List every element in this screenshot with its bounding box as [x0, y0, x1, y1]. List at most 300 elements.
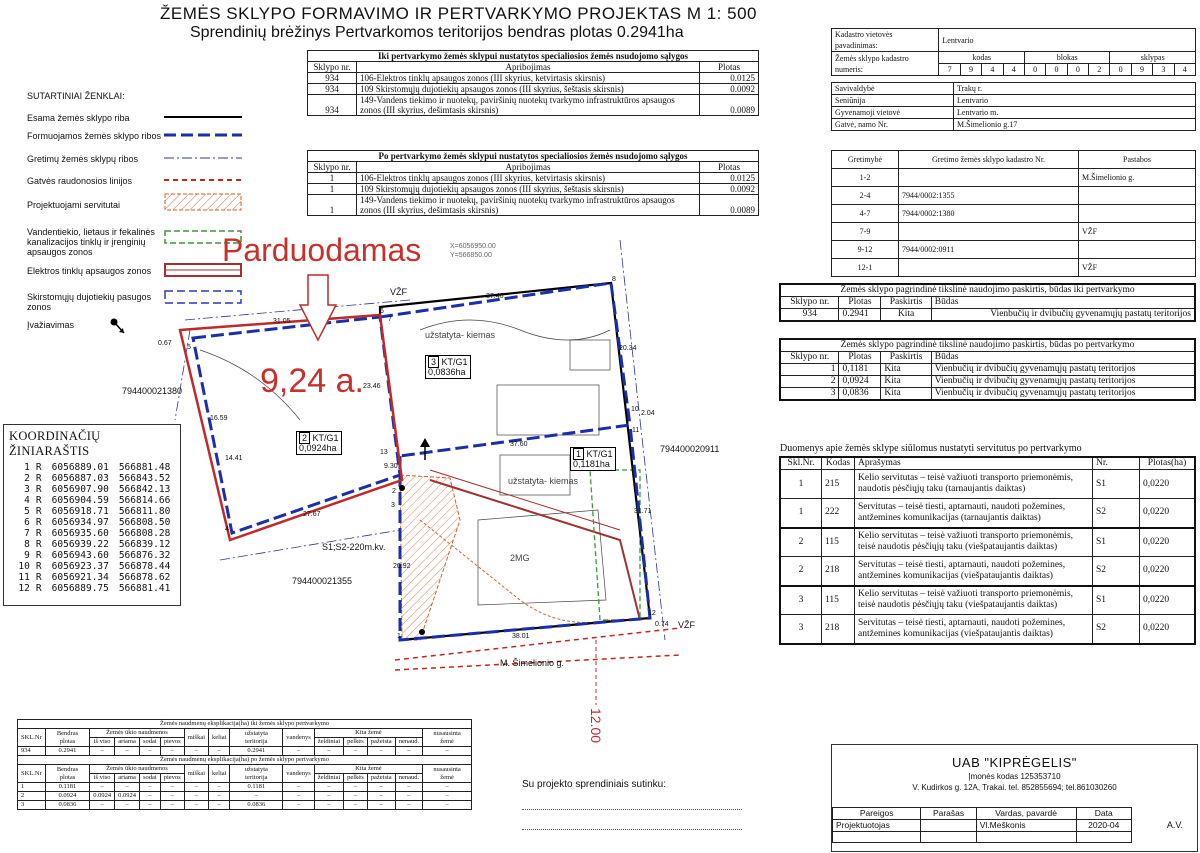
cell: 215	[822, 470, 855, 499]
dimension-label: 0.67	[158, 340, 172, 347]
cell: 0,0836	[839, 388, 881, 401]
legend-label: Gatvės raudonosios linijos	[27, 176, 133, 186]
lot3-boundary	[380, 283, 630, 456]
col-header: želdiniai	[314, 738, 343, 747]
neighbor-left-label: 794400021380	[122, 386, 183, 396]
col-header: Kita žemė	[314, 729, 422, 738]
table-row	[780, 470, 1195, 499]
col-header: ariama	[115, 774, 140, 783]
coordinate-cell: 6056887.03	[51, 473, 109, 484]
cell: S2	[1093, 557, 1140, 586]
cell: Gatvė, namo Nr.	[832, 119, 954, 131]
coordinate-cell: 5	[24, 506, 30, 517]
table-row	[780, 364, 1195, 376]
cadastre-location-label: Kadastro vietovės pavadinimas:	[832, 29, 939, 52]
cell: 1	[780, 499, 822, 528]
cell: S1	[1093, 528, 1140, 557]
cell: –	[344, 783, 368, 792]
cell: 0,0220	[1140, 615, 1196, 644]
col-header: Žemės ūkio naudmenos	[90, 765, 184, 774]
cell: 1	[308, 184, 357, 195]
legend-label: Elektros tinklų apsaugos zonos	[27, 266, 152, 276]
coordinate-cell: 11	[18, 572, 30, 583]
explication-after-title: Žemės naudmenų eksplikacija(ha) po žemės sklypo pertvarkymo	[18, 756, 472, 765]
col-header: pelkės	[344, 774, 368, 783]
col-header: želdiniai	[314, 774, 343, 783]
dimension-label: 2.04	[641, 410, 655, 417]
company-name: UAB "KIPRĖGELIS"	[952, 755, 1077, 770]
col-header: vandenys	[283, 729, 315, 747]
col-header: sodai	[139, 738, 160, 747]
cell: –	[184, 792, 208, 801]
point-label: 3	[391, 502, 395, 509]
col-header: Būdas	[931, 297, 1195, 309]
signatures-table	[832, 807, 1132, 843]
cell: 0.0836	[45, 801, 89, 810]
cell: M.Šimelionio g.	[1079, 169, 1196, 187]
cell: –	[160, 792, 184, 801]
cell: –	[90, 783, 115, 792]
cell: –	[395, 783, 422, 792]
cell: –	[283, 783, 315, 792]
cadastre-digit: 2	[1089, 64, 1110, 76]
cell: –	[139, 783, 160, 792]
point-label: 13	[380, 449, 388, 456]
dimension-label: 27.67	[303, 511, 321, 518]
for-sale-label: Parduodamas	[222, 232, 422, 268]
col-header: pievos	[160, 774, 184, 783]
cell: S2	[1093, 499, 1140, 528]
table-row	[308, 173, 759, 184]
coordinate-cell: R	[35, 550, 42, 561]
cadastre-digit: 9	[960, 64, 981, 76]
point-label: 5	[187, 344, 191, 351]
cell: –	[115, 747, 140, 756]
cell	[1076, 832, 1131, 843]
cell: Vienbučių ir dvibučių gyvenamųjų pastatų teritorijos	[931, 309, 1195, 322]
coordinate-cell: 6056889.01	[51, 462, 109, 473]
cell: 0.0924	[45, 792, 89, 801]
col-header: Bendras plotas	[45, 729, 89, 747]
coordinate-cell: 566876.32	[118, 550, 171, 561]
lot2-area: 0,0924ha	[299, 443, 337, 453]
coordinate-cell: 566811.80	[118, 506, 171, 517]
table-row	[780, 528, 1195, 557]
dimension-label: 38.01	[512, 633, 530, 640]
coordinate-cell: R	[35, 539, 42, 550]
lot2-box	[296, 431, 342, 455]
cell: Lentvario	[954, 95, 1196, 107]
col-header: Kita žemė	[314, 765, 422, 774]
cell: 2	[780, 528, 822, 557]
coordinate-cell: R	[35, 473, 42, 484]
coordinate-cell: 6056943.60	[51, 550, 109, 561]
col-header: nenaud.	[395, 738, 422, 747]
col-header: iš viso	[90, 738, 115, 747]
table-row	[780, 388, 1195, 401]
use-before-title: Žemės sklypo pagrindinė tikslinė naudojimo paskirtis, būdas iki pertvarkymo	[780, 284, 1195, 297]
coordinate-cell: 566808.28	[118, 528, 171, 539]
building-outline	[500, 455, 570, 495]
cell: Kelio servitutas – teisė važiuoti transporto priemonėmis, teisė naudotis pėsčiųjų taku (viešpataujantis daiktas)	[855, 586, 1093, 615]
cell: 115	[822, 586, 855, 615]
cell: 7944/0002:1355	[899, 187, 1079, 205]
for-sale-outline	[180, 315, 402, 540]
col-header: Nr.	[1093, 457, 1140, 470]
table-row	[832, 119, 1196, 131]
cell: S2	[1093, 615, 1140, 644]
cadastre-digit: 4	[1174, 64, 1195, 76]
group-label: kodas	[939, 52, 1025, 64]
table-row	[832, 169, 1196, 187]
cell: Kelio servitutas – teisė važiuoti transporto priemonėmis, teisė naudotis pėsčiųjų taku (viešpataujantis daiktas)	[855, 528, 1093, 557]
cell: 109 Skirstomųjų dujotiekių apsaugos zonos (III skyrius, šeštasis skirsnis)	[357, 184, 700, 195]
cell: 0.0836	[230, 801, 283, 810]
col-header: vandenys	[283, 765, 315, 783]
existing-boundary-symbol	[164, 113, 244, 121]
col-header: keliai	[209, 729, 230, 747]
point-label: 10	[631, 406, 639, 413]
dimension-label: 20.92	[393, 563, 411, 570]
yard-label: užstatyta- kiemas	[508, 476, 579, 486]
table-row	[308, 73, 759, 84]
cell: –	[115, 783, 140, 792]
building-label: 2MG	[510, 553, 530, 563]
coordinate-cell: R	[35, 572, 42, 583]
point-label: 6	[380, 308, 384, 315]
street-label: M. Šimelionio g.	[500, 658, 565, 668]
cadastre-digit: 7	[939, 64, 960, 76]
dimension-label: 23.46	[363, 383, 381, 390]
table-row	[832, 223, 1196, 241]
cell: 3	[18, 801, 46, 810]
coordinate-cell: 6056904.59	[51, 495, 109, 506]
cell: –	[314, 792, 343, 801]
col-header: pažeista	[367, 738, 395, 747]
cell: –	[283, 792, 315, 801]
dimension-label: 14.41	[225, 455, 243, 462]
cell: 2	[780, 376, 839, 388]
table-row	[18, 801, 472, 810]
cell: 0.2941	[230, 747, 283, 756]
cell: Vienbučių ir dvibučių gyvenamųjų pastatų teritorijos	[931, 376, 1195, 388]
cell: S1	[1093, 586, 1140, 615]
table-row	[18, 792, 472, 801]
legend-label: Vandentiekio, lietaus ir fekalinės kanalizacijos tinklų ir įrenginių apsaugos zonos	[27, 227, 155, 257]
cell: S1	[1093, 470, 1140, 499]
page-subtitle: Sprendinių brėžinys Pertvarkomos teritorijos bendras plotas 0.2941ha	[190, 24, 684, 41]
cell: Servitutas – teisė tiesti, aptarnauti, naudoti požemines, antžemines komunikacijas (viešpataujantis daiktas)	[855, 615, 1093, 644]
cell: 0.0089	[700, 195, 759, 216]
cell: –	[139, 801, 160, 810]
cell: 218	[822, 557, 855, 586]
col-header: Pastabos	[1079, 151, 1196, 169]
cell: 934	[780, 309, 839, 322]
coordinate-cell: 566814.66	[118, 495, 171, 506]
col-header: pievos	[160, 738, 184, 747]
table-row	[832, 83, 1196, 95]
coordinate-cell: 8	[24, 539, 30, 550]
col-header: Plotas	[700, 62, 759, 73]
lot3-id: 3	[428, 356, 439, 368]
electric-zone-line	[430, 480, 640, 620]
cell: –	[423, 792, 472, 801]
servitude-area	[400, 475, 460, 640]
cell: 3	[780, 615, 822, 644]
cell: 0.1181	[230, 783, 283, 792]
cell: 4-7	[832, 205, 899, 223]
cell: 0.0125	[700, 173, 759, 184]
col-header: nusausinta žemė	[423, 765, 472, 783]
driveway-icon	[108, 316, 128, 336]
cell: 0.0089	[700, 95, 759, 116]
col-header: Parašas	[921, 808, 976, 820]
table-row	[780, 499, 1195, 528]
col-header: Aprašymas	[855, 457, 1093, 470]
col-header: Plotas	[700, 162, 759, 173]
col-header: miškai	[184, 729, 208, 747]
cell: 222	[822, 499, 855, 528]
cell: 2-4	[832, 187, 899, 205]
table-row	[832, 259, 1196, 277]
conditions-after-title: Po pertvarkymo žemės sklypui nustatytos specialiosios žemės nsudojomo sąlygos	[308, 151, 759, 162]
cell	[976, 832, 1076, 843]
coordinate-cell: 2	[24, 473, 30, 484]
cell: –	[184, 747, 208, 756]
cell: 934	[18, 747, 46, 756]
cell	[899, 169, 1079, 187]
col-header: miškai	[184, 765, 208, 783]
col-header: Sklypo nr.	[308, 162, 357, 173]
coordinate-cell: 6056918.71	[51, 506, 109, 517]
vzf-bottom-label: VŽF	[678, 620, 695, 630]
cell: –	[314, 747, 343, 756]
lot2-code: KT/G1	[312, 433, 339, 443]
table-row	[780, 557, 1195, 586]
cell	[1079, 187, 1196, 205]
cell: –	[367, 747, 395, 756]
cell: –	[209, 792, 230, 801]
servitudes-title: Duomenys apie žemės sklype siūlomus nustatyti servitutus po pertvarkymo	[780, 443, 1082, 454]
col-header: nenaud.	[395, 774, 422, 783]
col-header: ariama	[115, 738, 140, 747]
legend-label: Projektuojami servitutai	[27, 200, 121, 210]
cell: 0,0220	[1140, 499, 1196, 528]
col-header: iš viso	[90, 774, 115, 783]
cell: 0,1181	[839, 364, 881, 376]
distance-label: 12.00	[588, 708, 604, 744]
coordinate-cell: R	[35, 495, 42, 506]
cell: –	[209, 747, 230, 756]
table-row	[832, 107, 1196, 119]
col-header: Apribojimas	[357, 162, 700, 173]
neighbors-table	[831, 150, 1196, 277]
cell	[833, 832, 921, 843]
cell: –	[344, 801, 368, 810]
cell: –	[209, 801, 230, 810]
cell: 7-9	[832, 223, 899, 241]
group-label: blokas	[1024, 52, 1110, 64]
cell: Servitutas – teisė tiesti, aptarnauti, naudoti požemines, antžemines komunikacijas (viešpataujantis daiktas)	[855, 557, 1093, 586]
col-header: SKL.Nr	[18, 729, 46, 747]
col-header: Apribojimas	[357, 62, 700, 73]
coordinate-cell: R	[35, 561, 42, 572]
date-cell: 2020-04	[1076, 820, 1131, 832]
cell: Vienbučių ir dvibučių gyvenamųjų pastatų teritorijos	[931, 388, 1195, 401]
cell: 0.1181	[45, 783, 89, 792]
table-row	[308, 195, 759, 216]
col-header: SKL.Nr	[18, 765, 46, 783]
cell: 3	[780, 586, 822, 615]
table-row	[308, 84, 759, 95]
cell: –	[209, 783, 230, 792]
gas-line-label: S1;S2-220m.kv.	[322, 542, 386, 552]
cell: 934	[308, 73, 357, 84]
cell: 0,0220	[1140, 528, 1196, 557]
cell	[1079, 205, 1196, 223]
cell: Savivaldybė	[832, 83, 954, 95]
cell: 0,0220	[1140, 557, 1196, 586]
cadastre-table	[831, 28, 1196, 76]
cell: –	[90, 801, 115, 810]
col-header: Paskirtis	[881, 352, 931, 364]
cell: 7944/0002:1380	[899, 205, 1079, 223]
col-header: Pareigos	[833, 808, 921, 820]
person-cell: Vl.Meškonis	[976, 820, 1076, 832]
cell: –	[314, 801, 343, 810]
col-header: Sklypo nr.	[780, 352, 839, 364]
cell: –	[395, 801, 422, 810]
table-row	[780, 376, 1195, 388]
cell: 9-12	[832, 241, 899, 259]
cell	[1079, 241, 1196, 259]
cell: –	[344, 792, 368, 801]
point-label: 9	[624, 397, 628, 404]
cell: –	[283, 747, 315, 756]
cadastre-location-value: Lentvario	[939, 29, 1196, 52]
role-cell: Projektuotojas	[833, 820, 921, 832]
cadastre-digit: 0	[1110, 64, 1131, 76]
lot3-code: KT/G1	[441, 357, 468, 367]
cell: Lentvario m.	[954, 107, 1196, 119]
cell	[899, 259, 1079, 277]
coordinate-cell: 10	[18, 561, 30, 572]
use-before-table	[779, 283, 1196, 322]
building-outline	[497, 385, 599, 435]
site-plan-map	[150, 230, 710, 710]
coordinate-cell: 566843.52	[118, 473, 171, 484]
col-header: Plotas(ha)	[1140, 457, 1196, 470]
cell: Kita	[881, 376, 931, 388]
cell: –	[115, 801, 140, 810]
dimension-label: 9.30	[384, 463, 398, 470]
dimension-label: 31.71	[634, 508, 652, 515]
coordinate-cell: 566808.50	[118, 517, 171, 528]
coordinate-cell: 6056935.60	[51, 528, 109, 539]
coordinate-cell: R	[35, 484, 42, 495]
table-row	[308, 95, 759, 116]
cell: –	[283, 801, 315, 810]
col-header: keliai	[209, 765, 230, 783]
cell: –	[139, 747, 160, 756]
cell: –	[314, 783, 343, 792]
legend-label: Gretimų žemės sklypų ribos	[27, 154, 139, 164]
lot1-area: 0,1181ha	[573, 459, 610, 469]
signature-cell	[921, 820, 976, 832]
cell: –	[139, 792, 160, 801]
cell: –	[160, 801, 184, 810]
coordinate-cell: 6056921.34	[51, 572, 109, 583]
cadastre-number-label: Žemės sklypo kadastro numeris:	[832, 52, 939, 76]
lot2-boundary	[193, 317, 400, 533]
cell: Gyvenamoji vietovė	[832, 107, 954, 119]
col-header: Žemės ūkio naudmenos	[90, 729, 184, 738]
col-header: Plotas	[839, 352, 881, 364]
explication-before-title: Žemės naudmenų eksplikacija(ha) iki žemės sklypo pertvarkymo	[18, 720, 472, 729]
cell: –	[367, 783, 395, 792]
cell: 0.0125	[700, 73, 759, 84]
title-block	[831, 744, 1198, 852]
cell: 1-2	[832, 169, 899, 187]
col-header: užstatyta teritorija	[230, 765, 283, 783]
dimension-label: 37.60	[510, 441, 528, 448]
cell: 2	[18, 792, 46, 801]
cell: –	[367, 792, 395, 801]
cell: Kelio servitutas – teisė važiuoti transporto priemonėmis, naudotis pėsčiųjų taku (tarnaujantis daiktas)	[855, 470, 1093, 499]
conditions-before-title: Iki pertvarkymo žemės sklypui nustatytos specialiosios žemės nsudojomo sąlygos	[308, 51, 759, 62]
col-header: Vardas, pavardė	[976, 808, 1076, 820]
point-label: 8	[612, 276, 616, 283]
coordinate-cell: 566878.62	[118, 572, 171, 583]
cell: 1	[18, 783, 46, 792]
yard-label: užstatyta- kiemas	[425, 330, 496, 340]
lot2-id: 2	[299, 432, 310, 444]
coordinate-cell: 7	[24, 528, 30, 539]
cadastre-digit: 0	[1024, 64, 1045, 76]
cell: –	[230, 792, 283, 801]
col-header: sodai	[139, 774, 160, 783]
col-header: Paskirtis	[881, 297, 931, 309]
lot1-box	[570, 447, 616, 471]
page-title: ŽEMĖS SKLYPO FORMAVIMO IR PERTVARKYMO PROJEKTAS M 1: 500	[160, 4, 757, 23]
coordinate-cell: R	[35, 583, 42, 594]
explication-table	[17, 719, 472, 810]
table-row	[832, 241, 1196, 259]
col-header: Plotas	[839, 297, 881, 309]
neighbor-right-label: 794400020911	[660, 444, 720, 454]
col-header: pelkės	[344, 738, 368, 747]
cell: –	[184, 801, 208, 810]
agreement-label: Su projekto sprendiniais sutinku:	[522, 779, 666, 790]
signature-line	[522, 809, 742, 810]
cell: 1	[780, 364, 839, 376]
point-label: 1	[397, 633, 401, 640]
cell: Kita	[881, 388, 931, 401]
cell: 3	[780, 388, 839, 401]
coordinate-cell: 4	[24, 495, 30, 506]
neighbor-bottom-label: 794400021355	[292, 576, 353, 586]
signature-line	[522, 829, 742, 830]
cell: –	[160, 783, 184, 792]
cell: 218	[822, 615, 855, 644]
dimension-label: 37.46	[486, 293, 504, 300]
coordinate-cell: 566878.44	[118, 561, 171, 572]
conditions-before-table	[307, 50, 759, 116]
new-boundary-symbol	[164, 131, 244, 139]
col-header: Būdas	[931, 352, 1195, 364]
legend-title: SUTARTINIAI ŽENKLAI:	[27, 91, 125, 101]
coordinate-cell: R	[35, 506, 42, 517]
